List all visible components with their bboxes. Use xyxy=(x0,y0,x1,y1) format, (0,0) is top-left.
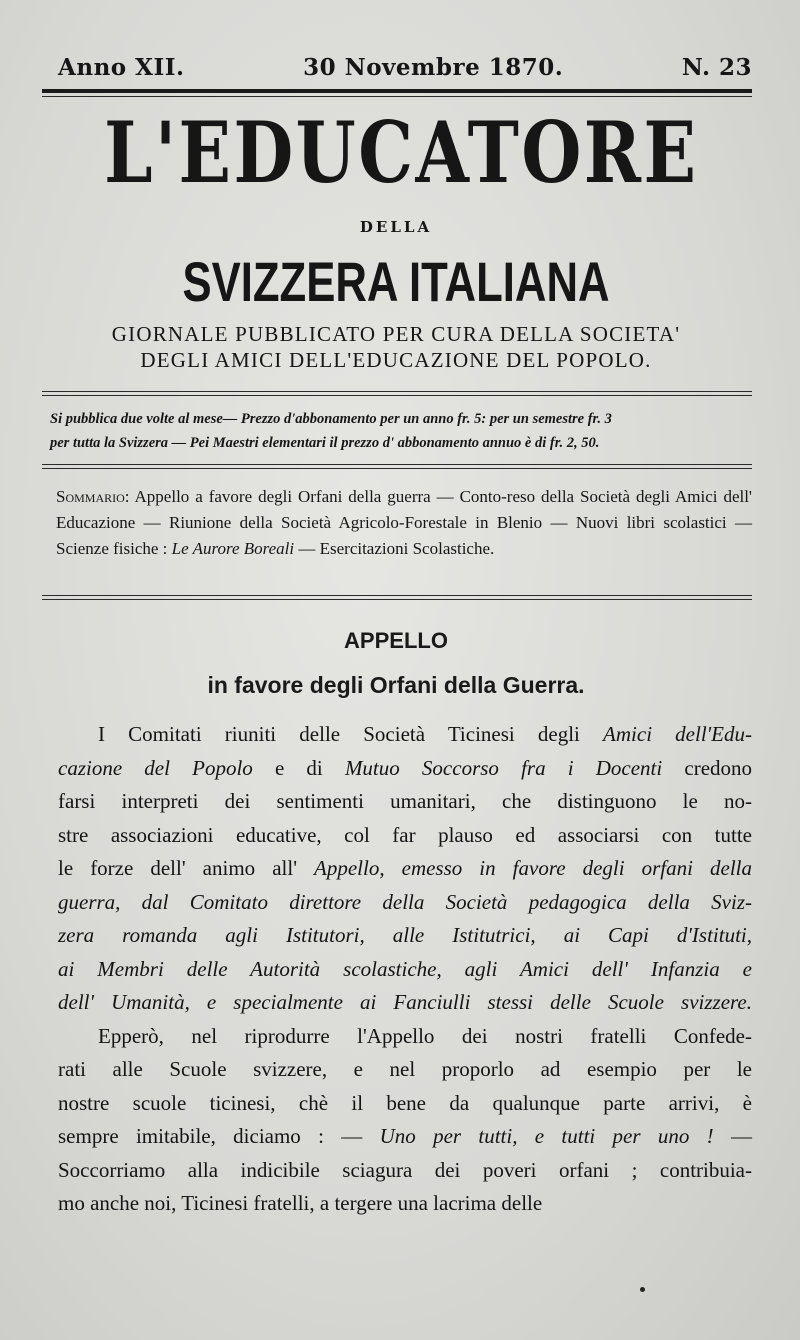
subtitle-line-1: GIORNALE PUBBLICATO PER CURA DELLA SOCIETA' xyxy=(111,322,681,346)
article-line-text: rati alle Scuole svizzere, e nel proporlo ad esempio per le xyxy=(58,1057,752,1081)
article-line xyxy=(58,1087,752,1121)
article-line xyxy=(58,1154,752,1188)
article-line-text: sempre imitabile, diciamo : — xyxy=(58,1124,380,1148)
article-line-text: I Comitati riuniti delle Società Ticinesi degli xyxy=(98,722,604,746)
article-line-italic: Amici dell'Edu- xyxy=(603,722,752,746)
article-line-italic: cazione del Popolo xyxy=(58,755,253,780)
article-line xyxy=(58,852,752,886)
article-line xyxy=(58,819,752,853)
article-line-italic: ai Membri delle Autorità scolastiche, agli Amici dell' Infanzia e xyxy=(58,956,752,981)
masthead-line xyxy=(58,54,752,81)
article-line-text: Epperò, nel riprodurre l'Appello dei nostri fratelli Confede- xyxy=(98,1023,752,1048)
article-line-text: e di xyxy=(252,755,345,780)
rule-above-summary xyxy=(42,464,752,465)
article-body xyxy=(58,718,752,1221)
article-line xyxy=(58,718,752,752)
article-line-text: Soccorriamo alla indicibile sciagura dei poveri orfani ; contribuia- xyxy=(58,1157,752,1182)
article-line xyxy=(58,953,752,987)
rule-above-pubinfo-2 xyxy=(42,395,752,396)
newspaper-title: L'EDUCATORE xyxy=(104,103,699,202)
article-line-text: — xyxy=(713,1124,752,1148)
summary-italic-topic: Le Aurore Boreali xyxy=(171,539,295,558)
summary-label: Sommario xyxy=(56,487,125,506)
article-line xyxy=(58,986,752,1020)
article-line-text: mo anche noi, Ticinesi fratelli, a tergere una lacrima delle xyxy=(58,1191,543,1215)
publication-info xyxy=(50,407,752,455)
article-line-text: nostre scuole ticinesi, chè il bene da qualunque parte arrivi, è xyxy=(58,1090,752,1115)
article-line-text: stre associazioni educative, col far plauso ed associarsi con tutte xyxy=(58,822,752,847)
article-line xyxy=(58,1187,752,1221)
pubinfo-line-1: Si pubblica due volte al mese— Prezzo d'abbonamento per un anno fr. 5: per un semestre fr. 3 xyxy=(50,411,612,427)
issue-date: 30 Novembre 1870. xyxy=(303,54,564,81)
article-line-italic: Uno per tutti, e tutti per uno ! xyxy=(379,1124,714,1148)
title-region: SVIZZERA ITALIANA xyxy=(182,250,610,313)
pubinfo-line-2: per tutta la Svizzera — Pei Maestri elementari il prezzo d' abbonamento annuo è di fr. 2, 50. xyxy=(50,435,600,451)
rule-above-pubinfo xyxy=(42,391,752,392)
subtitle-line-2: DEGLI AMICI DELL'EDUCAZIONE DEL POPOLO. xyxy=(140,348,652,372)
masthead-rule-thin xyxy=(42,96,752,97)
article-line-italic: dell' Umanità, e specialmente ai Fanciulli stessi delle Scuole svizzere. xyxy=(58,990,752,1014)
article-line xyxy=(58,1120,752,1154)
article-line xyxy=(58,1020,752,1054)
article-subheading: in favore degli Orfani della Guerra. xyxy=(207,672,585,698)
masthead-rule xyxy=(42,89,752,93)
article-line-italic: zera romanda agli Istitutori, alle Istitutrici, ai Capi d'Istituti, xyxy=(58,923,752,947)
title-della: DELLA xyxy=(359,218,433,236)
article-line xyxy=(58,752,752,786)
article-line-italic: guerra, dal Comitato direttore della Società pedagogica della Sviz- xyxy=(58,889,752,914)
article-line xyxy=(58,919,752,953)
rule-above-summary-2 xyxy=(42,468,752,469)
article-line-italic: Appello, emesso in favore degli orfani della xyxy=(314,856,752,880)
rule-below-summary-2 xyxy=(42,599,752,600)
article-heading: APPELLO xyxy=(344,628,448,653)
article-line-text: farsi interpreti dei sentimenti umanitari, che distinguono le no- xyxy=(58,789,752,813)
issue-number: N. 23 xyxy=(681,54,752,81)
article-line-text: credono xyxy=(662,755,753,780)
summary-tail: — Esercitazioni Scolastiche. xyxy=(294,539,495,558)
rule-below-summary xyxy=(42,595,752,596)
article-line xyxy=(58,886,752,920)
summary xyxy=(56,484,752,562)
article-line-italic: Mutuo Soccorso fra i Docenti xyxy=(344,755,663,780)
page-mark xyxy=(640,1287,645,1292)
issue-year: Anno XII. xyxy=(58,54,185,81)
summary-text: : Appello a favore degli Orfani della guerra — Conto-reso della Società degli Amici dell' Educazione — Riunione della Società Agricolo-Forestale in Blenio — Nuovi libri scolastici — Scienze fisiche : xyxy=(56,487,752,558)
article-line xyxy=(58,785,752,819)
article-line-text: le forze dell' animo all' xyxy=(58,856,315,880)
article-line xyxy=(58,1053,752,1087)
